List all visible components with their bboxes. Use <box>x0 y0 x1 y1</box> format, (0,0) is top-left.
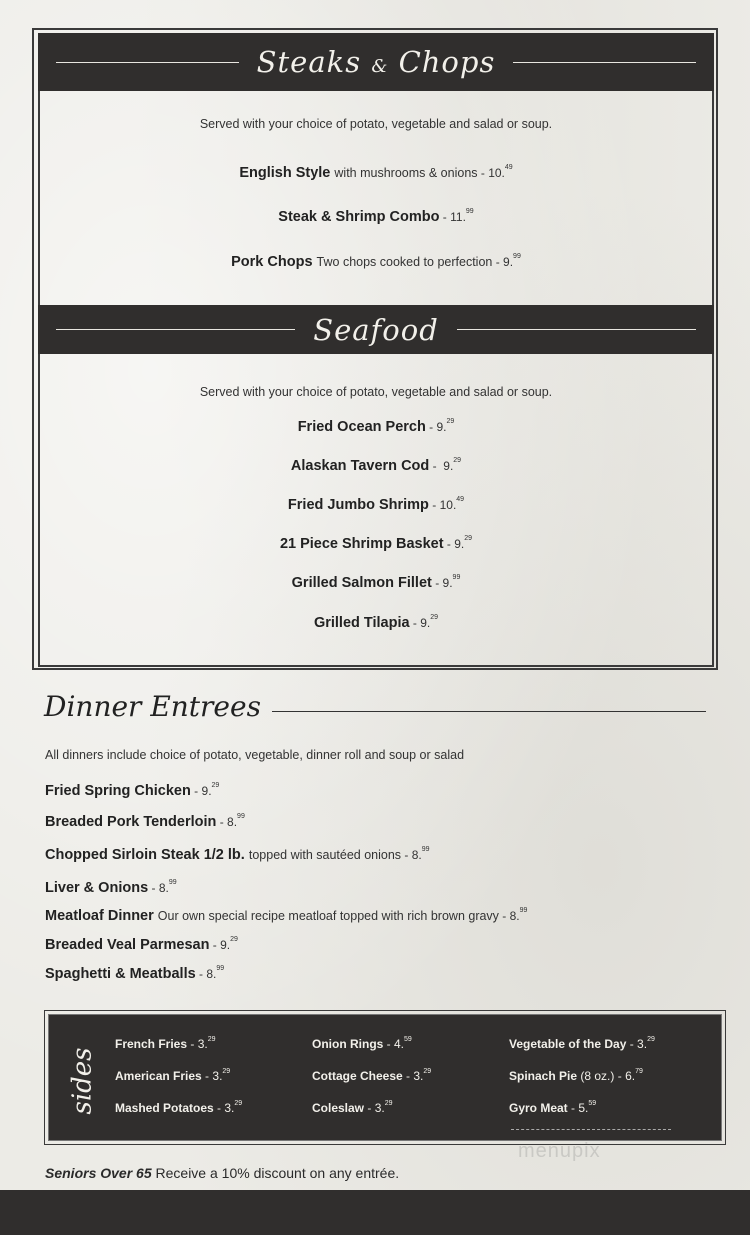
seafood-header <box>38 305 714 354</box>
side-item-coleslaw: Coleslaw - 3.29 <box>312 1100 393 1115</box>
seafood-title: Seafood <box>313 312 439 347</box>
seafood-note: Served with your choice of potato, vegetable and salad or soup. <box>199 385 553 399</box>
menu-item-grilled-tilapia: Grilled Tilapia - 9.29 <box>313 614 439 631</box>
menu-item-meatloaf: Meatloaf Dinner Our own special recipe meatloaf topped with rich brown gravy - 8.99 <box>45 907 528 924</box>
menu-item-liver-onions: Liver & Onions - 8.99 <box>45 879 177 896</box>
sides-box <box>44 1010 726 1145</box>
side-item-mashed-potatoes: Mashed Potatoes - 3.29 <box>115 1100 243 1115</box>
menu-item-spring-chicken: Fried Spring Chicken - 9.29 <box>45 782 220 799</box>
menu-item-english-style: English Style with mushrooms & onions - 10.49 <box>239 164 513 181</box>
menu-item-steak-shrimp: Steak & Shrimp Combo - 11.99 <box>278 208 474 225</box>
header-rule-left <box>56 62 239 63</box>
sides-label: sides <box>68 1047 98 1115</box>
side-item-onion-rings: Onion Rings - 4.59 <box>312 1036 412 1051</box>
menu-item-ocean-perch: Fried Ocean Perch - 9.29 <box>297 418 455 435</box>
side-item-gyro-meat: Gyro Meat - 5.59 <box>509 1100 597 1115</box>
sides-panel <box>48 1014 722 1141</box>
dinner-title-rule <box>272 711 706 712</box>
menu-item-pork-chops: Pork Chops Two chops cooked to perfection - 9.99 <box>231 253 521 270</box>
steaks-header <box>38 33 714 91</box>
menu-item-veal-parmesan: Breaded Veal Parmesan - 9.29 <box>45 936 238 953</box>
menu-item-tavern-cod: Alaskan Tavern Cod - 9.29 <box>290 457 462 474</box>
header-rule-right <box>457 329 696 330</box>
seniors-discount: Seniors Over 65 Receive a 10% discount on any entrée. <box>45 1165 400 1181</box>
menu-item-jumbo-shrimp: Fried Jumbo Shrimp - 10.49 <box>287 496 465 513</box>
dinner-title: Dinner Entrees <box>44 690 261 723</box>
menu-item-sirloin-steak: Chopped Sirloin Steak 1/2 lb. topped with sautéed onions - 8.99 <box>45 846 430 863</box>
header-rule-left <box>56 329 295 330</box>
watermark-logo: menupix <box>518 1140 601 1162</box>
side-item-cottage-cheese: Cottage Cheese - 3.29 <box>312 1068 432 1083</box>
side-item-spinach-pie: Spinach Pie (8 oz.) - 6.79 <box>509 1068 643 1083</box>
dashed-divider <box>511 1129 671 1130</box>
dinner-note: All dinners include choice of potato, vegetable, dinner roll and soup or salad <box>45 748 465 762</box>
steaks-title: Steaks & Chops <box>256 45 496 79</box>
menu-item-pork-tenderloin: Breaded Pork Tenderloin - 8.99 <box>45 813 245 830</box>
menu-item-spaghetti: Spaghetti & Meatballs - 8.99 <box>45 965 225 982</box>
menu-item-shrimp-basket: 21 Piece Shrimp Basket - 9.29 <box>279 535 473 552</box>
footer-band <box>0 1190 750 1235</box>
menu-item-salmon-fillet: Grilled Salmon Fillet - 9.99 <box>291 574 461 591</box>
steaks-note: Served with your choice of potato, vegetable and salad or soup. <box>199 117 553 131</box>
side-item-vegetable-of-day: Vegetable of the Day - 3.29 <box>509 1036 655 1051</box>
side-item-american-fries: American Fries - 3.29 <box>115 1068 231 1083</box>
side-item-french-fries: French Fries - 3.29 <box>115 1036 216 1051</box>
header-rule-right <box>513 62 696 63</box>
